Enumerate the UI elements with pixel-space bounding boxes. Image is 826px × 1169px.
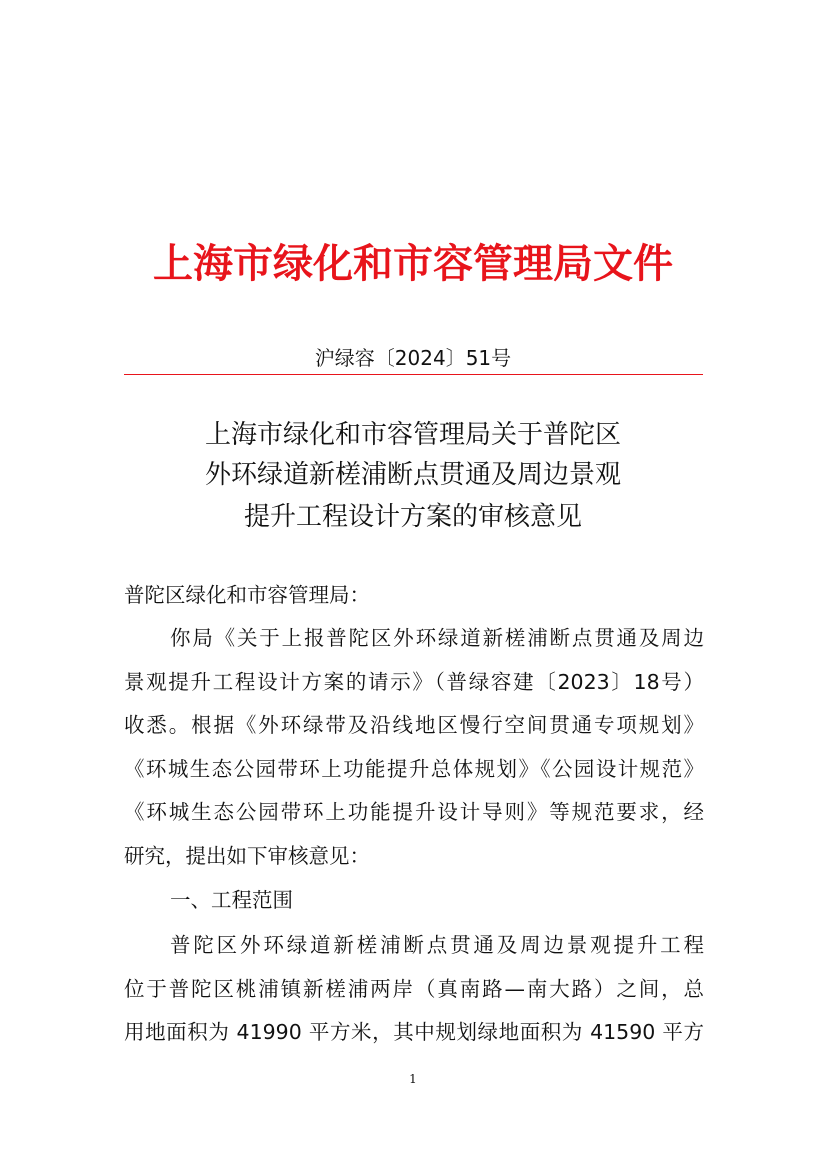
document-number: 沪绿容〔2024〕51号	[314, 346, 512, 370]
body-line: 用地面积为 41990 平方米，其中规划绿地面积为 41590 平方	[124, 1020, 704, 1044]
addressee: 普陀区绿化和市容管理局：	[124, 583, 370, 607]
body-line: 普陀区外环绿道新槎浦断点贯通及周边景观提升工程	[170, 933, 704, 957]
body-line: 《环城生态公园带环上功能提升总体规划》《公园设计规范》	[124, 757, 704, 781]
issuer-header: 上海市绿化和市容管理局文件	[153, 241, 673, 287]
document-title-line: 上海市绿化和市容管理局关于普陀区	[204, 420, 621, 450]
body-line: 《环城生态公园带环上功能提升设计导则》等规范要求，经	[124, 800, 704, 824]
body-line: 收悉。根据《外环绿带及沿线地区慢行空间贯通专项规划》	[124, 713, 704, 737]
body-line: 景观提升工程设计方案的请示》（普绿容建〔2023〕18号）	[124, 670, 704, 694]
body-line: 位于普陀区桃浦镇新槎浦两岸（真南路—南大路）之间，总	[124, 977, 704, 1001]
body-line: 你局《关于上报普陀区外环绿道新槎浦断点贯通及周边	[170, 626, 704, 650]
body-line: 研究，提出如下审核意见：	[124, 844, 370, 868]
section-heading: 一、工程范围	[170, 888, 293, 912]
red-divider	[124, 374, 703, 375]
page-number: 1	[409, 1072, 417, 1086]
document-title-line: 外环绿道新槎浦断点贯通及周边景观	[204, 460, 621, 490]
document-title-line: 提升工程设计方案的审核意见	[243, 502, 582, 532]
